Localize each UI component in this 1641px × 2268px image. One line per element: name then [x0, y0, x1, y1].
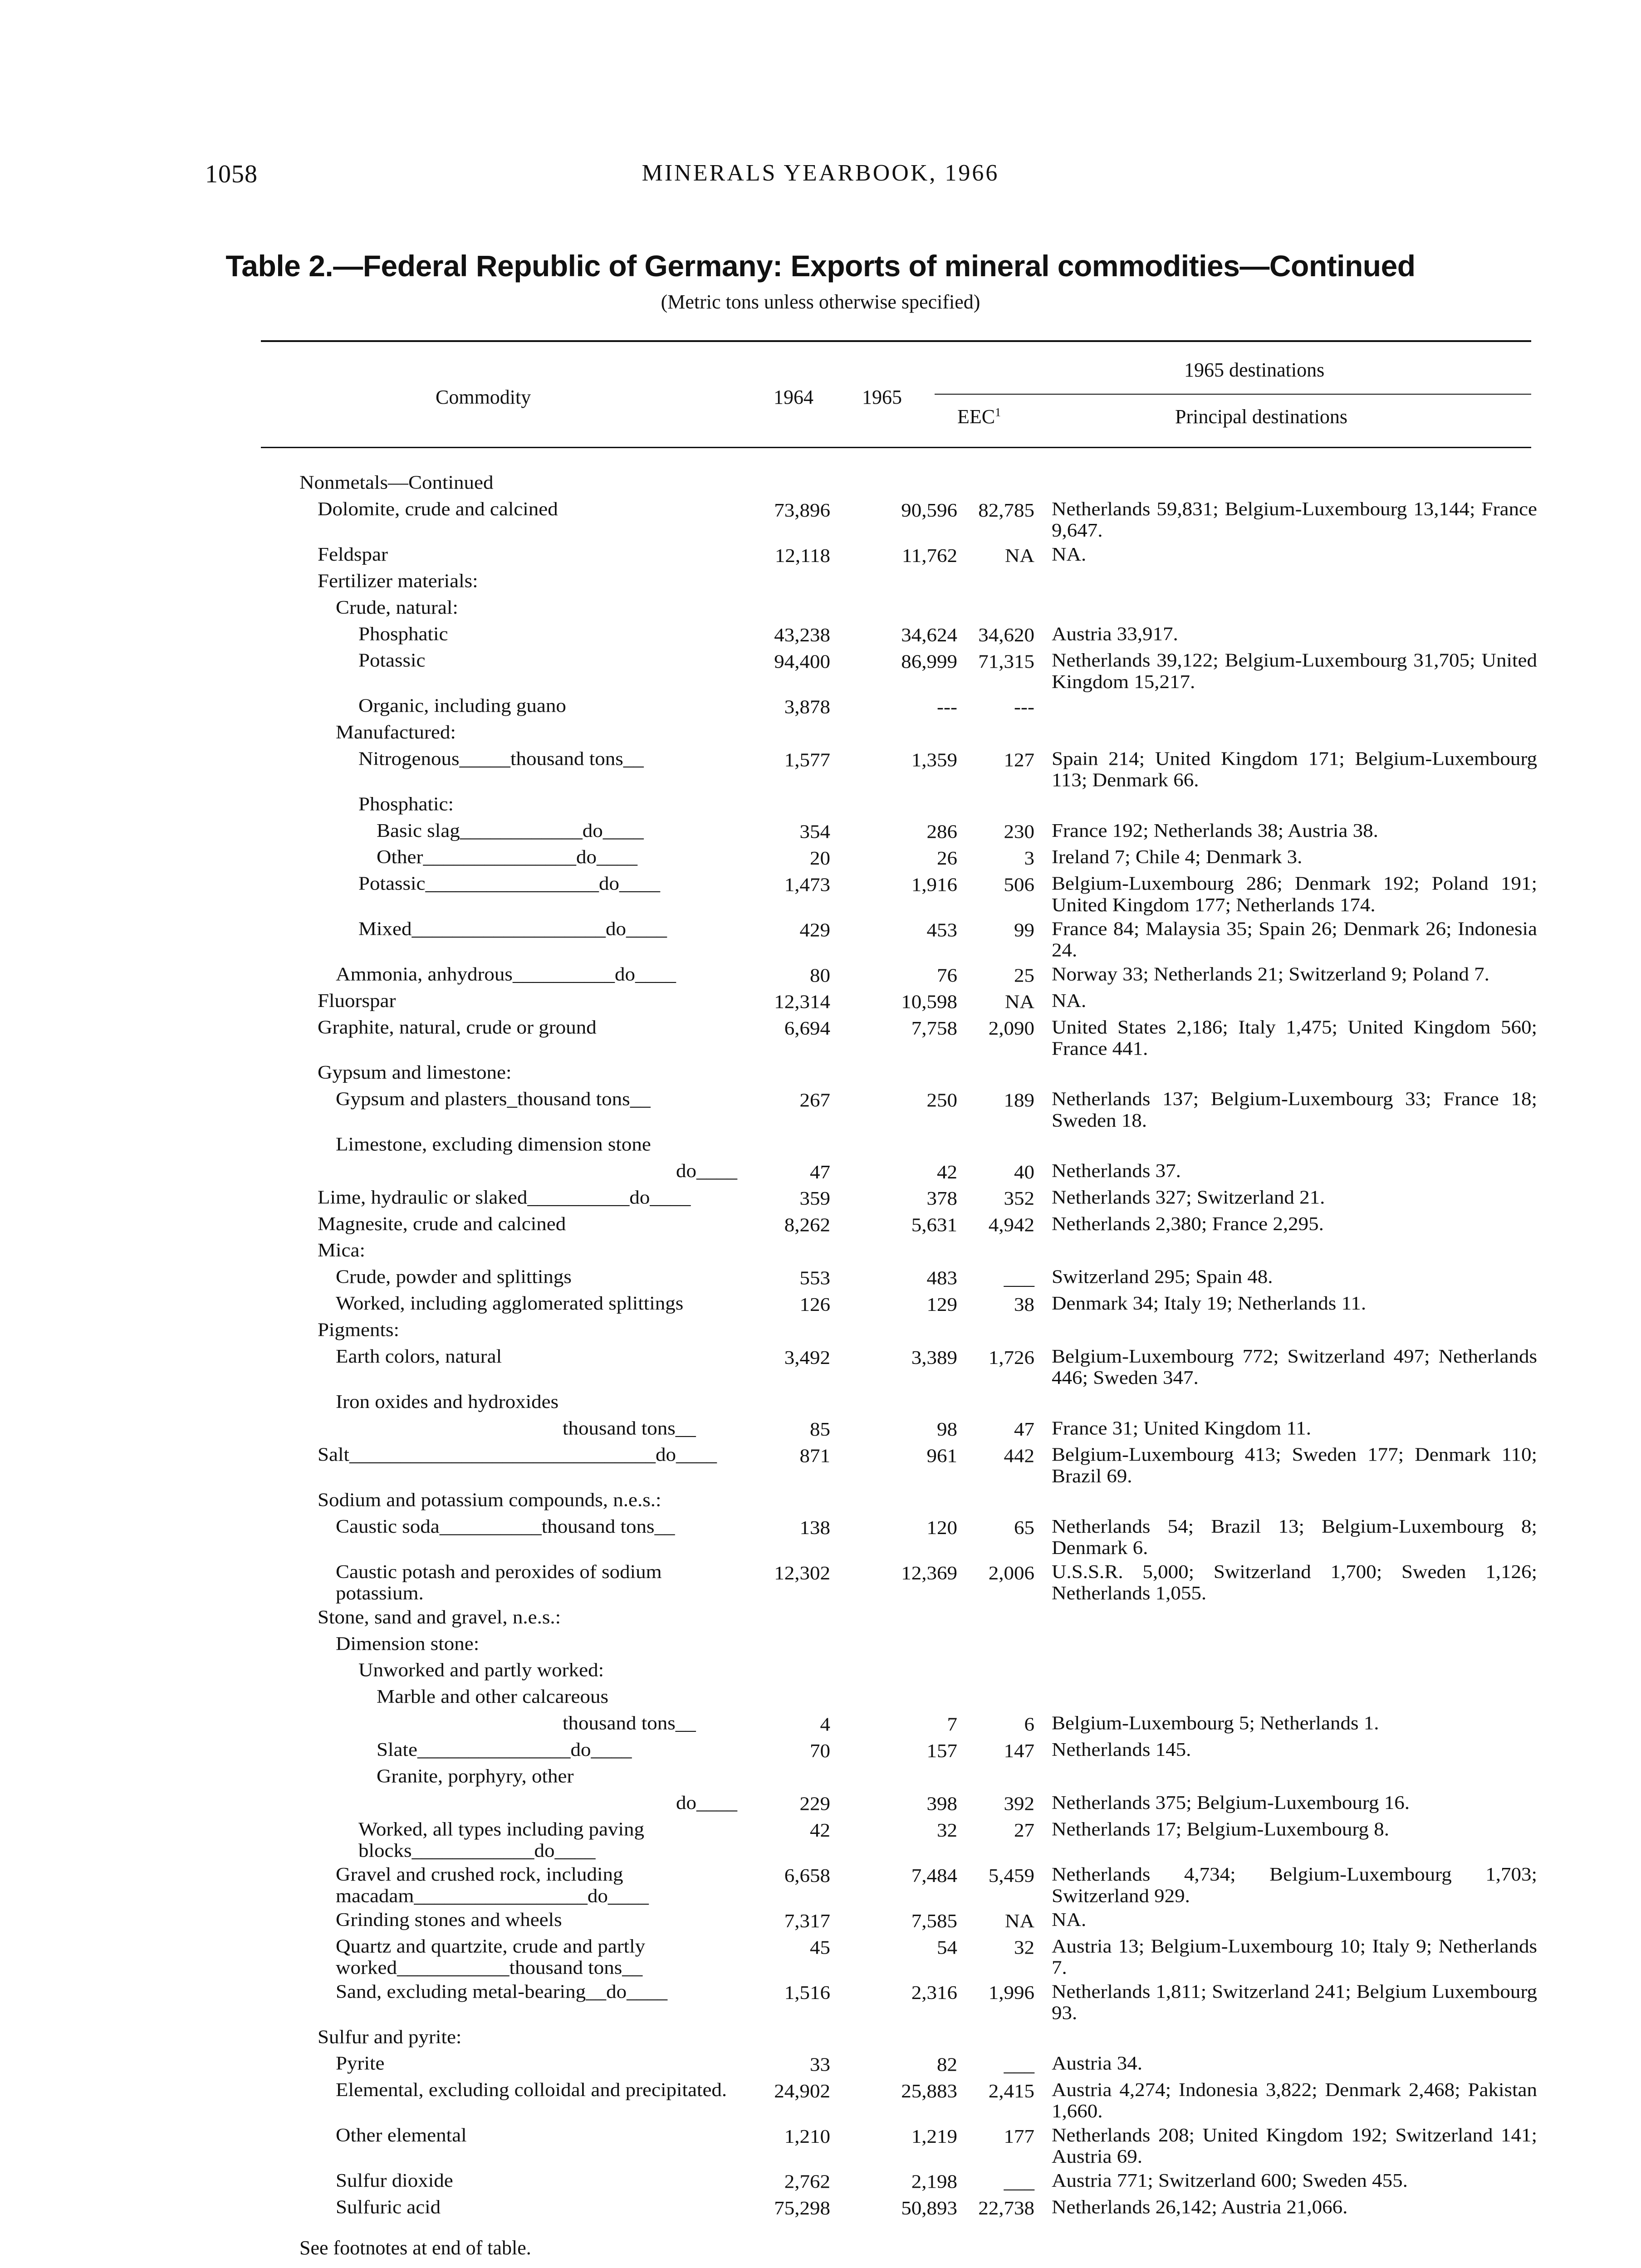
cell-eec: 2,090 [988, 1017, 1034, 1039]
cell-eec: 65 [1014, 1517, 1034, 1539]
table-row [0, 2053, 1641, 2079]
cell-commodity: Earth colors, natural [336, 1345, 502, 1367]
eec-label: EEC [957, 406, 995, 428]
table-row [0, 596, 1641, 623]
cell-eec: 4,942 [988, 1214, 1034, 1236]
cell-principal-destinations: Spain 214; United Kingdom 171; Belgium-Luxembourg 113; Denmark 66. [1052, 748, 1537, 791]
cell-commodity: Ammonia, anhydrous__________do____ [336, 963, 676, 985]
cell-commodity: Mixed___________________do____ [358, 918, 667, 939]
cell-1964: 12,302 [774, 1562, 830, 1584]
table-row [0, 1292, 1641, 1319]
cell-commodity: Unworked and partly worked: [358, 1659, 604, 1681]
cell-1964: 7,317 [784, 1910, 830, 1932]
table-row [0, 1765, 1641, 1792]
table-row [0, 748, 1641, 793]
cell-1965: 32 [937, 1819, 957, 1841]
footnote-reference: See footnotes at end of table. [299, 2237, 531, 2259]
cell-1965: 2,198 [911, 2171, 957, 2193]
table-row [0, 543, 1641, 570]
cell-1965: 42 [937, 1161, 957, 1183]
cell-eec: 127 [1004, 749, 1034, 771]
col-header-1965: 1965 [862, 386, 902, 408]
cell-commodity: Stone, sand and gravel, n.e.s.: [318, 1606, 561, 1628]
cell-commodity: Potassic [358, 650, 426, 671]
cell-principal-destinations: Belgium-Luxembourg 286; Denmark 192; Poland 191; United Kingdom 177; Netherlands 174. [1052, 872, 1537, 916]
table-row [0, 2196, 1641, 2223]
table-row [0, 1319, 1641, 1345]
cell-1965: 7,484 [911, 1865, 957, 1887]
table-row [0, 721, 1641, 748]
table-top-rule [261, 340, 1531, 342]
table-row [0, 1515, 1641, 1561]
table-row [0, 1489, 1641, 1515]
cell-eec: NA [1005, 1910, 1034, 1932]
cell-commodity: Organic, including guano [358, 694, 566, 717]
cell-commodity: Dolomite, crude and calcined [318, 498, 558, 520]
cell-commodity: Fluorspar [318, 990, 396, 1012]
cell-1965: 1,219 [911, 2126, 957, 2147]
cell-principal-destinations: U.S.S.R. 5,000; Switzerland 1,700; Sweden 1,126; Netherlands 1,055. [1052, 1561, 1537, 1604]
table-row [0, 1266, 1641, 1292]
eec-footnote-mark: 1 [995, 406, 1001, 419]
table-row [0, 1561, 1641, 1606]
cell-principal-destinations: France 84; Malaysia 35; Spain 26; Denmark 26; Indonesia 24. [1052, 918, 1537, 961]
cell-eec: ___ [1004, 2171, 1034, 2193]
cell-principal-destinations: France 31; United Kingdom 11. [1052, 1417, 1311, 1439]
cell-1965: 483 [926, 1267, 957, 1289]
cell-1965: 98 [937, 1418, 957, 1440]
cell-commodity: Phosphatic [358, 623, 448, 645]
cell-principal-destinations: Netherlands 1,811; Switzerland 241; Belgium Luxembourg 93. [1052, 1980, 1537, 2024]
table-row [0, 1213, 1641, 1239]
table-body [0, 472, 1641, 2223]
cell-commodity: Nonmetals—Continued [299, 472, 494, 494]
table-row [0, 1659, 1641, 1686]
cell-eec: 38 [1014, 1294, 1034, 1315]
cell-eec: 177 [1004, 2126, 1034, 2147]
cell-principal-destinations: Netherlands 375; Belgium-Luxembourg 16. [1052, 1792, 1410, 1813]
table-row [0, 1909, 1641, 1935]
cell-commodity: Sulfuric acid [336, 2196, 441, 2218]
cell-principal-destinations: Netherlands 327; Switzerland 21. [1052, 1186, 1325, 1208]
cell-commodity: do____ [676, 1160, 737, 1182]
table-row [0, 820, 1641, 846]
cell-principal-destinations: NA. [1052, 1909, 1087, 1931]
cell-1965: 10,598 [901, 991, 957, 1013]
cell-eec: ___ [1004, 1267, 1034, 1289]
cell-eec: 25 [1014, 964, 1034, 986]
cell-1964: 229 [799, 1793, 830, 1815]
cell-1965: 82 [937, 2053, 957, 2075]
cell-principal-destinations: Belgium-Luxembourg 772; Switzerland 497; Netherlands 446; Sweden 347. [1052, 1345, 1537, 1388]
cell-eec: 392 [1004, 1793, 1034, 1815]
table-row [0, 1391, 1641, 1417]
cell-commodity: Iron oxides and hydroxides [336, 1391, 559, 1413]
page-number: 1058 [205, 160, 258, 188]
cell-1964: 80 [810, 964, 830, 986]
cell-eec: 1,726 [988, 1347, 1034, 1369]
cell-1965: 7,758 [911, 1017, 957, 1039]
cell-commodity: Crude, natural: [336, 596, 458, 618]
cell-principal-destinations: Netherlands 2,380; France 2,295. [1052, 1213, 1324, 1235]
cell-principal-destinations: Austria 4,274; Indonesia 3,822; Denmark 2,468; Pakistan 1,660. [1052, 2079, 1537, 2122]
cell-1965: 398 [926, 1793, 957, 1815]
cell-1964: 43,238 [774, 624, 830, 646]
table-row [0, 1863, 1641, 1909]
cell-eec: 99 [1014, 919, 1034, 941]
table-row [0, 1187, 1641, 1213]
col-header-1964: 1964 [774, 386, 813, 408]
table-row [0, 1088, 1641, 1134]
table-row [0, 695, 1641, 721]
cell-eec: 47 [1014, 1418, 1034, 1440]
cell-1964: 1,210 [784, 2126, 830, 2147]
cell-principal-destinations: Norway 33; Netherlands 21; Switzerland 9; Poland 7. [1052, 963, 1489, 985]
cell-principal-destinations: Netherlands 37. [1052, 1160, 1181, 1182]
table-row [0, 1686, 1641, 1712]
cell-1964: 2,762 [784, 2171, 830, 2193]
cell-commodity: Graphite, natural, crude or ground [318, 1016, 597, 1038]
cell-commodity: Worked, all types including paving blocks____________do____ [358, 1818, 644, 1861]
cell-principal-destinations: NA. [1052, 543, 1087, 565]
cell-1964: 42 [810, 1819, 830, 1841]
cell-principal-destinations: Austria 34. [1052, 2052, 1142, 2074]
cell-principal-destinations: Denmark 34; Italy 19; Netherlands 11. [1052, 1292, 1367, 1314]
table-row [0, 498, 1641, 543]
table-subtitle: (Metric tons unless otherwise specified) [661, 291, 980, 313]
cell-1965: 453 [926, 919, 957, 941]
cell-principal-destinations: Netherlands 208; United Kingdom 192; Switzerland 141; Austria 69. [1052, 2124, 1537, 2167]
cell-1964: 126 [799, 1294, 830, 1315]
cell-1965: 50,893 [901, 2197, 957, 2219]
cell-commodity: Elemental, excluding colloidal and precipitated. [336, 2079, 727, 2101]
cell-principal-destinations: Netherlands 145. [1052, 1739, 1191, 1760]
cell-1964: 6,694 [784, 1017, 830, 1039]
table-row [0, 1606, 1641, 1633]
cell-commodity: Worked, including agglomerated splittings [336, 1292, 684, 1314]
cell-1965: 34,624 [901, 624, 957, 646]
cell-principal-destinations: Netherlands 54; Brazil 13; Belgium-Luxembourg 8; Denmark 6. [1052, 1515, 1537, 1559]
cell-principal-destinations: NA. [1052, 990, 1087, 1012]
cell-commodity: Pyrite [336, 2052, 385, 2074]
table-row [0, 963, 1641, 990]
cell-1965: 378 [926, 1188, 957, 1209]
cell-eec: NA [1005, 991, 1034, 1013]
cell-1965: 1,916 [911, 874, 957, 895]
cell-eec: 189 [1004, 1089, 1034, 1111]
cell-1964: 3,492 [784, 1347, 830, 1369]
cell-1965: 86,999 [901, 650, 957, 672]
cell-eec: 2,006 [988, 1562, 1034, 1584]
cell-1964: 871 [799, 1445, 830, 1466]
cell-1965: 120 [926, 1517, 957, 1539]
table-row [0, 1062, 1641, 1088]
cell-1964: 359 [799, 1188, 830, 1209]
cell-1964: 6,658 [784, 1865, 830, 1887]
cell-commodity: Phosphatic: [358, 793, 454, 815]
cell-1964: 1,577 [784, 749, 830, 771]
cell-commodity: thousand tons__ [563, 1712, 696, 1734]
cell-eec: 34,620 [978, 624, 1034, 646]
cell-commodity: Pigments: [318, 1319, 400, 1340]
cell-commodity: Lime, hydraulic or slaked__________do____ [318, 1186, 691, 1208]
cell-1965: --- [937, 696, 957, 718]
cell-1965: 286 [926, 821, 957, 843]
cell-commodity: Feldspar [318, 543, 388, 565]
cell-commodity: Slate_______________do____ [377, 1739, 632, 1760]
cell-principal-destinations: Netherlands 59,831; Belgium-Luxembourg 13,144; France 9,647. [1052, 498, 1537, 541]
cell-1964: 73,896 [774, 499, 830, 521]
cell-1964: 12,118 [774, 545, 830, 567]
cell-eec: 82,785 [978, 499, 1034, 521]
cell-eec: 22,738 [978, 2197, 1034, 2219]
cell-principal-destinations: Belgium-Luxembourg 413; Sweden 177; Denmark 110; Brazil 69. [1052, 1444, 1537, 1487]
destinations-rule [935, 394, 1531, 395]
cell-eec: 3 [1024, 847, 1034, 869]
cell-commodity: Caustic soda__________thousand tons__ [336, 1515, 675, 1537]
col-header-principal: Principal destinations [1175, 406, 1348, 428]
cell-1965: 12,369 [901, 1562, 957, 1584]
cell-eec: 230 [1004, 821, 1034, 843]
table-row [0, 472, 1641, 498]
table-row [0, 2170, 1641, 2196]
table-row [0, 1017, 1641, 1062]
cell-commodity: Sodium and potassium compounds, n.e.s.: [318, 1489, 661, 1511]
table-row [0, 1633, 1641, 1659]
table-row [0, 1936, 1641, 1981]
table-row [0, 1160, 1641, 1186]
cell-1965: 129 [926, 1294, 957, 1315]
cell-1964: 24,902 [774, 2080, 830, 2102]
cell-commodity: Salt______________________________do____ [318, 1444, 717, 1466]
cell-1964: 45 [810, 1936, 830, 1958]
cell-principal-destinations: Netherlands 17; Belgium-Luxembourg 8. [1052, 1818, 1390, 1840]
cell-eec: 506 [1004, 874, 1034, 895]
table-row [0, 1418, 1641, 1444]
cell-eec: 40 [1014, 1161, 1034, 1183]
table-row [0, 1444, 1641, 1489]
cell-commodity: thousand tons__ [563, 1417, 696, 1439]
cell-1964: 20 [810, 847, 830, 869]
cell-commodity: Other elemental [336, 2124, 467, 2146]
table-row [0, 1345, 1641, 1391]
cell-1965: 250 [926, 1089, 957, 1111]
cell-commodity: Sulfur dioxide [336, 2170, 453, 2191]
cell-principal-destinations: France 192; Netherlands 38; Austria 38. [1052, 820, 1378, 841]
cell-principal-destinations: United States 2,186; Italy 1,475; United Kingdom 560; France 441. [1052, 1016, 1537, 1059]
cell-1965: 26 [937, 847, 957, 869]
cell-commodity: Gypsum and limestone: [318, 1061, 512, 1083]
cell-commodity: Granite, porphyry, other [377, 1765, 574, 1787]
col-header-destinations: 1965 destinations [1184, 359, 1325, 381]
cell-1965: 7,585 [911, 1910, 957, 1932]
cell-eec: 147 [1004, 1740, 1034, 1762]
cell-1964: 75,298 [774, 2197, 830, 2219]
cell-1965: 76 [937, 964, 957, 986]
cell-eec: 71,315 [978, 650, 1034, 672]
cell-1965: 7 [947, 1713, 957, 1735]
cell-1964: 553 [799, 1267, 830, 1289]
journal-title: MINERALS YEARBOOK, 1966 [642, 160, 999, 186]
cell-principal-destinations: Ireland 7; Chile 4; Denmark 3. [1052, 846, 1303, 868]
cell-eec: 352 [1004, 1188, 1034, 1209]
cell-1964: 47 [810, 1161, 830, 1183]
cell-principal-destinations: Austria 13; Belgium-Luxembourg 10; Italy 9; Netherlands 7. [1052, 1935, 1537, 1979]
col-header-eec [957, 405, 1001, 428]
cell-1965: 54 [937, 1936, 957, 1958]
cell-1965: 961 [926, 1445, 957, 1466]
table-row [0, 793, 1641, 820]
cell-1964: 429 [799, 919, 830, 941]
cell-commodity: Dimension stone: [336, 1633, 480, 1654]
cell-commodity: Grinding stones and wheels [336, 1909, 562, 1931]
table-row [0, 2124, 1641, 2170]
table-row [0, 1981, 1641, 2026]
cell-commodity: Other_______________do____ [377, 846, 637, 868]
cell-commodity: Manufactured: [336, 721, 456, 743]
cell-eec: 2,415 [988, 2080, 1034, 2102]
cell-principal-destinations: Austria 771; Switzerland 600; Sweden 455. [1052, 2170, 1408, 2191]
table-row [0, 918, 1641, 963]
cell-1964: 267 [799, 1089, 830, 1111]
cell-eec: 6 [1024, 1713, 1034, 1735]
cell-1964: 70 [810, 1740, 830, 1762]
cell-principal-destinations: Belgium-Luxembourg 5; Netherlands 1. [1052, 1712, 1379, 1734]
cell-commodity: Limestone, excluding dimension stone [336, 1133, 651, 1155]
table-row [0, 1739, 1641, 1765]
cell-eec: --- [1014, 696, 1034, 718]
cell-eec: 442 [1004, 1445, 1034, 1466]
table-row [0, 623, 1641, 650]
cell-1964: 33 [810, 2053, 830, 2075]
col-header-commodity: Commodity [436, 386, 531, 408]
running-head [0, 160, 1641, 200]
table-row [0, 650, 1641, 695]
cell-1965: 90,596 [901, 499, 957, 521]
cell-commodity: Marble and other calcareous [377, 1686, 608, 1707]
cell-commodity: Sand, excluding metal-bearing__do____ [336, 1980, 668, 2002]
cell-principal-destinations: Netherlands 137; Belgium-Luxembourg 33; France 18; Sweden 18. [1052, 1088, 1537, 1131]
cell-1965: 1,359 [911, 749, 957, 771]
cell-commodity: do____ [676, 1792, 737, 1813]
cell-principal-destinations: Switzerland 295; Spain 48. [1052, 1266, 1273, 1288]
cell-1965: 157 [926, 1740, 957, 1762]
table-row [0, 2079, 1641, 2124]
table-row [0, 1240, 1641, 1266]
cell-commodity: Quartz and quartzite, crude and partly worked___________thousand tons__ [336, 1935, 646, 1979]
cell-1964: 138 [799, 1517, 830, 1539]
cell-commodity: Basic slag____________do____ [377, 820, 644, 841]
cell-eec: 32 [1014, 1936, 1034, 1958]
cell-1964: 4 [820, 1713, 830, 1735]
cell-1964: 354 [799, 821, 830, 843]
cell-commodity: Fertilizer materials: [318, 570, 478, 591]
table-row [0, 1818, 1641, 1864]
cell-commodity: Mica: [318, 1239, 365, 1261]
table-row [0, 1792, 1641, 1818]
cell-commodity: Caustic potash and peroxides of sodium potassium. [336, 1561, 662, 1604]
cell-commodity: Magnesite, crude and calcined [318, 1213, 566, 1235]
cell-commodity: Gravel and crushed rock, including macadam_________________do____ [336, 1863, 649, 1906]
table-row [0, 570, 1641, 596]
table-row [0, 1712, 1641, 1739]
table-row [0, 1134, 1641, 1160]
table-row [0, 873, 1641, 918]
cell-1964: 8,262 [784, 1214, 830, 1236]
cell-commodity: Nitrogenous_____thousand tons__ [358, 748, 644, 769]
cell-1964: 94,400 [774, 650, 830, 672]
table-row [0, 2026, 1641, 2053]
cell-principal-destinations: Netherlands 4,734; Belgium-Luxembourg 1,703; Switzerland 929. [1052, 1863, 1537, 1906]
cell-eec: 5,459 [988, 1865, 1034, 1887]
cell-commodity: Crude, powder and splittings [336, 1266, 572, 1288]
cell-eec: ___ [1004, 2053, 1034, 2075]
cell-principal-destinations: Netherlands 26,142; Austria 21,066. [1052, 2196, 1348, 2218]
cell-1964: 3,878 [784, 696, 830, 718]
table-row [0, 846, 1641, 873]
cell-1965: 2,316 [911, 1982, 957, 2004]
cell-1964: 12,314 [774, 991, 830, 1013]
table-title: Table 2.—Federal Republic of Germany: Exports of mineral commodities—Continued [225, 249, 1416, 283]
cell-1965: 5,631 [911, 1214, 957, 1236]
cell-eec: NA [1005, 545, 1034, 567]
header-bottom-rule [261, 447, 1531, 448]
cell-commodity: Gypsum and plasters_thousand tons__ [336, 1088, 651, 1110]
cell-commodity: Potassic_________________do____ [358, 872, 661, 894]
cell-1964: 1,516 [784, 1982, 830, 2004]
cell-eec: 1,996 [988, 1982, 1034, 2004]
cell-1964: 85 [810, 1418, 830, 1440]
cell-principal-destinations: Austria 33,917. [1052, 623, 1178, 645]
cell-commodity: Sulfur and pyrite: [318, 2026, 462, 2048]
table-row [0, 990, 1641, 1016]
cell-1965: 25,883 [901, 2080, 957, 2102]
cell-1965: 11,762 [901, 545, 957, 567]
cell-eec: 27 [1014, 1819, 1034, 1841]
cell-principal-destinations: Netherlands 39,122; Belgium-Luxembourg 31,705; United Kingdom 15,217. [1052, 650, 1537, 693]
cell-1965: 3,389 [911, 1347, 957, 1369]
cell-1964: 1,473 [784, 874, 830, 895]
